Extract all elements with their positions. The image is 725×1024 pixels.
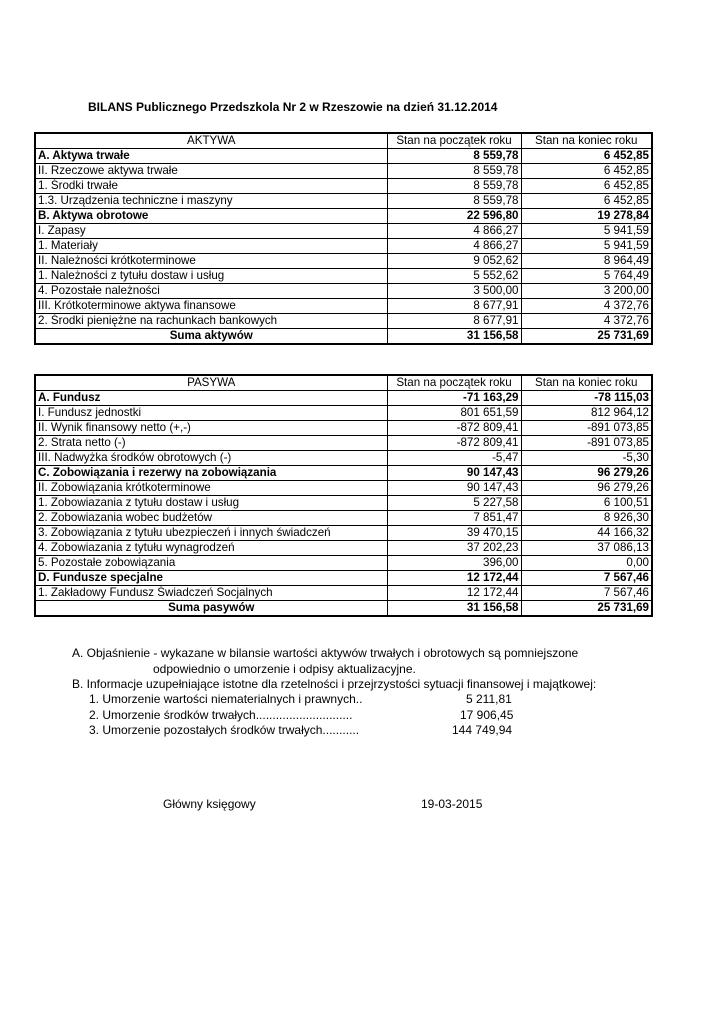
row-label: I. Fundusz jednostki bbox=[35, 406, 387, 421]
sum-label: Suma pasywów bbox=[35, 601, 387, 617]
sum-start: 31 156,58 bbox=[387, 601, 521, 617]
table-row bbox=[35, 526, 652, 541]
table-row bbox=[35, 571, 652, 586]
table-row bbox=[35, 406, 652, 421]
value-start: -5,47 bbox=[387, 451, 521, 466]
row-label: II. Zobowiązania krótkoterminowe bbox=[35, 481, 387, 496]
row-label: A. Fundusz bbox=[35, 391, 387, 406]
value-start: 39 470,15 bbox=[387, 526, 521, 541]
table-row bbox=[35, 254, 652, 269]
row-label: 5. Pozostałe zobowiązania bbox=[35, 556, 387, 571]
value-start: -872 809,41 bbox=[387, 421, 521, 436]
document-title: BILANS Publicznego Przedszkola Nr 2 w Rzeszowie na dzień 31.12.2014 bbox=[88, 100, 498, 114]
value-end: 44 166,32 bbox=[521, 526, 652, 541]
value-end: 6 452,85 bbox=[521, 194, 652, 209]
value-start: 37 202,23 bbox=[387, 541, 521, 556]
row-label: C. Zobowiązania i rezerwy na zobowiązania bbox=[35, 466, 387, 481]
value-end: 8 964,49 bbox=[521, 254, 652, 269]
value-end: 6 100,51 bbox=[521, 496, 652, 511]
table-row bbox=[35, 511, 652, 526]
note-item-label: 3. Umorzenie pozostałych środków trwałych........... bbox=[89, 723, 360, 737]
note-item-label: 2. Umorzenie środków trwałych............................. bbox=[89, 708, 353, 722]
sum-start: 31 156,58 bbox=[387, 329, 521, 345]
value-start: 90 147,43 bbox=[387, 481, 521, 496]
value-end: 4 372,76 bbox=[521, 299, 652, 314]
row-label: 1. Materiały bbox=[35, 239, 387, 254]
column-header: Stan na koniec roku bbox=[521, 133, 652, 149]
table-row bbox=[35, 239, 652, 254]
value-start: 5 552,62 bbox=[387, 269, 521, 284]
value-end: 7 567,46 bbox=[521, 586, 652, 601]
value-start: 8 559,78 bbox=[387, 164, 521, 179]
sum-row bbox=[35, 601, 652, 617]
value-start: 12 172,44 bbox=[387, 586, 521, 601]
table-row bbox=[35, 451, 652, 466]
table-row bbox=[35, 496, 652, 511]
table-row bbox=[35, 179, 652, 194]
table-row bbox=[35, 209, 652, 224]
value-end: 6 452,85 bbox=[521, 179, 652, 194]
value-start: 4 866,27 bbox=[387, 239, 521, 254]
value-start: 12 172,44 bbox=[387, 571, 521, 586]
value-end: 37 086,13 bbox=[521, 541, 652, 556]
value-start: -872 809,41 bbox=[387, 436, 521, 451]
row-label: 2. Strata netto (-) bbox=[35, 436, 387, 451]
note-item-value: 144 749,94 bbox=[452, 723, 513, 737]
value-end: 0,00 bbox=[521, 556, 652, 571]
table-header-row bbox=[35, 375, 652, 391]
aktywa-table bbox=[34, 132, 653, 345]
value-end: 6 452,85 bbox=[521, 164, 652, 179]
note-b-line: B. Informacje uzupełniające istotne dla rzetelności i przejrzystości sytuacji finansowej i majątkowej: bbox=[72, 677, 597, 691]
table-row bbox=[35, 586, 652, 601]
pasywa-table bbox=[34, 374, 653, 617]
row-label: III. Nadwyżka środków obrotowych (-) bbox=[35, 451, 387, 466]
value-end: 6 452,85 bbox=[521, 149, 652, 164]
value-end: 96 279,26 bbox=[521, 481, 652, 496]
value-end: 96 279,26 bbox=[521, 466, 652, 481]
note-item-value: 17 906,45 bbox=[460, 708, 514, 722]
signature-label: Główny księgowy bbox=[163, 797, 256, 811]
table-row bbox=[35, 541, 652, 556]
table-row bbox=[35, 436, 652, 451]
row-label: 2. Zobowiazania wobec budżetów bbox=[35, 511, 387, 526]
value-end: -78 115,03 bbox=[521, 391, 652, 406]
row-label: 1. Zakładowy Fundusz Świadczeń Socjalnych bbox=[35, 586, 387, 601]
value-start: 22 596,80 bbox=[387, 209, 521, 224]
value-end: 8 926,30 bbox=[521, 511, 652, 526]
row-label: B. Aktywa obrotowe bbox=[35, 209, 387, 224]
row-label: 1. Środki trwałe bbox=[35, 179, 387, 194]
value-end: 3 200,00 bbox=[521, 284, 652, 299]
note-a-line1: A. Objaśnienie - wykazane w bilansie wartości aktywów trwałych i obrotowych są pomniejszone bbox=[72, 646, 579, 660]
value-start: 8 559,78 bbox=[387, 149, 521, 164]
column-header: Stan na koniec roku bbox=[521, 375, 652, 391]
table-row bbox=[35, 149, 652, 164]
table-row bbox=[35, 481, 652, 496]
column-header: PASYWA bbox=[35, 375, 387, 391]
table-row bbox=[35, 194, 652, 209]
value-start: 8 559,78 bbox=[387, 194, 521, 209]
row-label: 1. Należności z tytułu dostaw i usług bbox=[35, 269, 387, 284]
value-start: 3 500,00 bbox=[387, 284, 521, 299]
value-start: 90 147,43 bbox=[387, 466, 521, 481]
row-label: D. Fundusze specjalne bbox=[35, 571, 387, 586]
row-label: A. Aktywa trwałe bbox=[35, 149, 387, 164]
value-end: 5 941,59 bbox=[521, 224, 652, 239]
row-label: 2. Środki pieniężne na rachunkach bankowych bbox=[35, 314, 387, 329]
table-header-row bbox=[35, 133, 652, 149]
row-label: 3. Zobowiązania z tytułu ubezpieczeń i innych świadczeń bbox=[35, 526, 387, 541]
value-end: 19 278,84 bbox=[521, 209, 652, 224]
value-end: -891 073,85 bbox=[521, 436, 652, 451]
table-row bbox=[35, 421, 652, 436]
table-row bbox=[35, 314, 652, 329]
value-start: 8 677,91 bbox=[387, 299, 521, 314]
value-end: 5 941,59 bbox=[521, 239, 652, 254]
value-end: 812 964,12 bbox=[521, 406, 652, 421]
row-label: 1. Zobowiazania z tytułu dostaw i usług bbox=[35, 496, 387, 511]
row-label: III. Krótkoterminowe aktywa finansowe bbox=[35, 299, 387, 314]
value-end: 5 764,49 bbox=[521, 269, 652, 284]
value-start: 9 052,62 bbox=[387, 254, 521, 269]
note-item-value: 5 211,81 bbox=[466, 692, 512, 706]
value-end: 7 567,46 bbox=[521, 571, 652, 586]
table-row bbox=[35, 164, 652, 179]
column-header: Stan na początek roku bbox=[387, 133, 521, 149]
value-start: 4 866,27 bbox=[387, 224, 521, 239]
value-end: 4 372,76 bbox=[521, 314, 652, 329]
row-label: I. Zapasy bbox=[35, 224, 387, 239]
table-row bbox=[35, 391, 652, 406]
value-start: 801 651,59 bbox=[387, 406, 521, 421]
table-row bbox=[35, 466, 652, 481]
value-start: 5 227,58 bbox=[387, 496, 521, 511]
table-row bbox=[35, 299, 652, 314]
note-item-label: 1. Umorzenie wartości niematerialnych i prawnych.. bbox=[89, 692, 363, 706]
sum-end: 25 731,69 bbox=[521, 601, 652, 617]
row-label: II. Należności krótkoterminowe bbox=[35, 254, 387, 269]
sum-row bbox=[35, 329, 652, 345]
value-start: 8 559,78 bbox=[387, 179, 521, 194]
value-start: -71 163,29 bbox=[387, 391, 521, 406]
row-label: 4. Zobowiazania z tytułu wynagrodzeń bbox=[35, 541, 387, 556]
column-header: Stan na początek roku bbox=[387, 375, 521, 391]
table-row bbox=[35, 284, 652, 299]
table-row bbox=[35, 269, 652, 284]
value-start: 7 851,47 bbox=[387, 511, 521, 526]
value-start: 396,00 bbox=[387, 556, 521, 571]
row-label: 4. Pozostałe należności bbox=[35, 284, 387, 299]
column-header: AKTYWA bbox=[35, 133, 387, 149]
sum-label: Suma aktywów bbox=[35, 329, 387, 345]
row-label: II. Wynik finansowy netto (+,-) bbox=[35, 421, 387, 436]
value-end: -5,30 bbox=[521, 451, 652, 466]
value-end: -891 073,85 bbox=[521, 421, 652, 436]
row-label: 1.3. Urządzenia techniczne i maszyny bbox=[35, 194, 387, 209]
sum-end: 25 731,69 bbox=[521, 329, 652, 345]
table-row bbox=[35, 556, 652, 571]
value-start: 8 677,91 bbox=[387, 314, 521, 329]
table-row bbox=[35, 224, 652, 239]
note-a-line2: odpowiednio o umorzenie i odpisy aktualizacyjne. bbox=[153, 662, 416, 676]
row-label: II. Rzeczowe aktywa trwałe bbox=[35, 164, 387, 179]
document-date: 19-03-2015 bbox=[421, 797, 483, 811]
